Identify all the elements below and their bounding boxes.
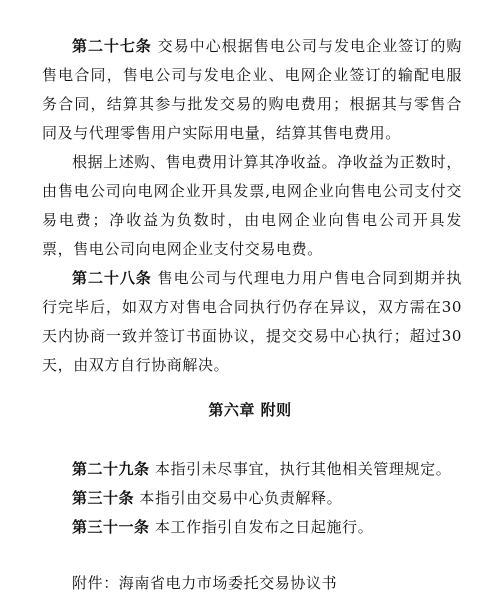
chapter-title: 第六章 附则 (208, 401, 292, 419)
article-text: 本指引由交易中心负责解释。 (139, 489, 343, 507)
article-text: 本指引未尽事宜，执行其他相关管理规定。 (154, 460, 452, 478)
article-number: 第三十条 (72, 489, 135, 507)
article-number: 第二十八条 (72, 269, 152, 287)
article-text: 本工作指引自发布之日起施行。 (154, 518, 374, 536)
article-27 (42, 32, 462, 148)
article-text: 售电公司与代理电力用户售电合同到期并执行完毕后，如双方对售电合同执行仍存在异议，双方需在30天内协商一致并签订书面协议，提交交易中心执行；超过30天，由双方自行协商解决。 (42, 269, 462, 374)
article-number: 第二十七条 (72, 37, 152, 55)
article-number: 第二十九条 (72, 460, 150, 478)
article-28 (42, 264, 462, 380)
article-text: 交易中心根据售电公司与发电企业签订的购售电合同，售电公司与发电企业、电网企业签订的输配电服务合同，结算其参与批发交易的购电费用；根据其与零售合同及与代理零售用户实际用电量，结算其售电费用。 (42, 37, 462, 142)
paragraph-text: 根据上述购、售电费用计算其净收益。净收益为正数时，由售电公司向电网企业开具发票,电网企业向售电公司支付交易电费；净收益为负数时，由电网企业向售电公司开具发票，售电公司向电网企业支付交易电费。 (42, 153, 463, 258)
net-income-paragraph (42, 148, 462, 264)
article-29 (42, 455, 462, 484)
article-30 (42, 484, 462, 513)
article-number: 第三十一条 (72, 518, 150, 536)
attachment-line: 附件：海南省电力市场委托交易协议书 (72, 574, 338, 592)
article-31 (42, 513, 462, 542)
